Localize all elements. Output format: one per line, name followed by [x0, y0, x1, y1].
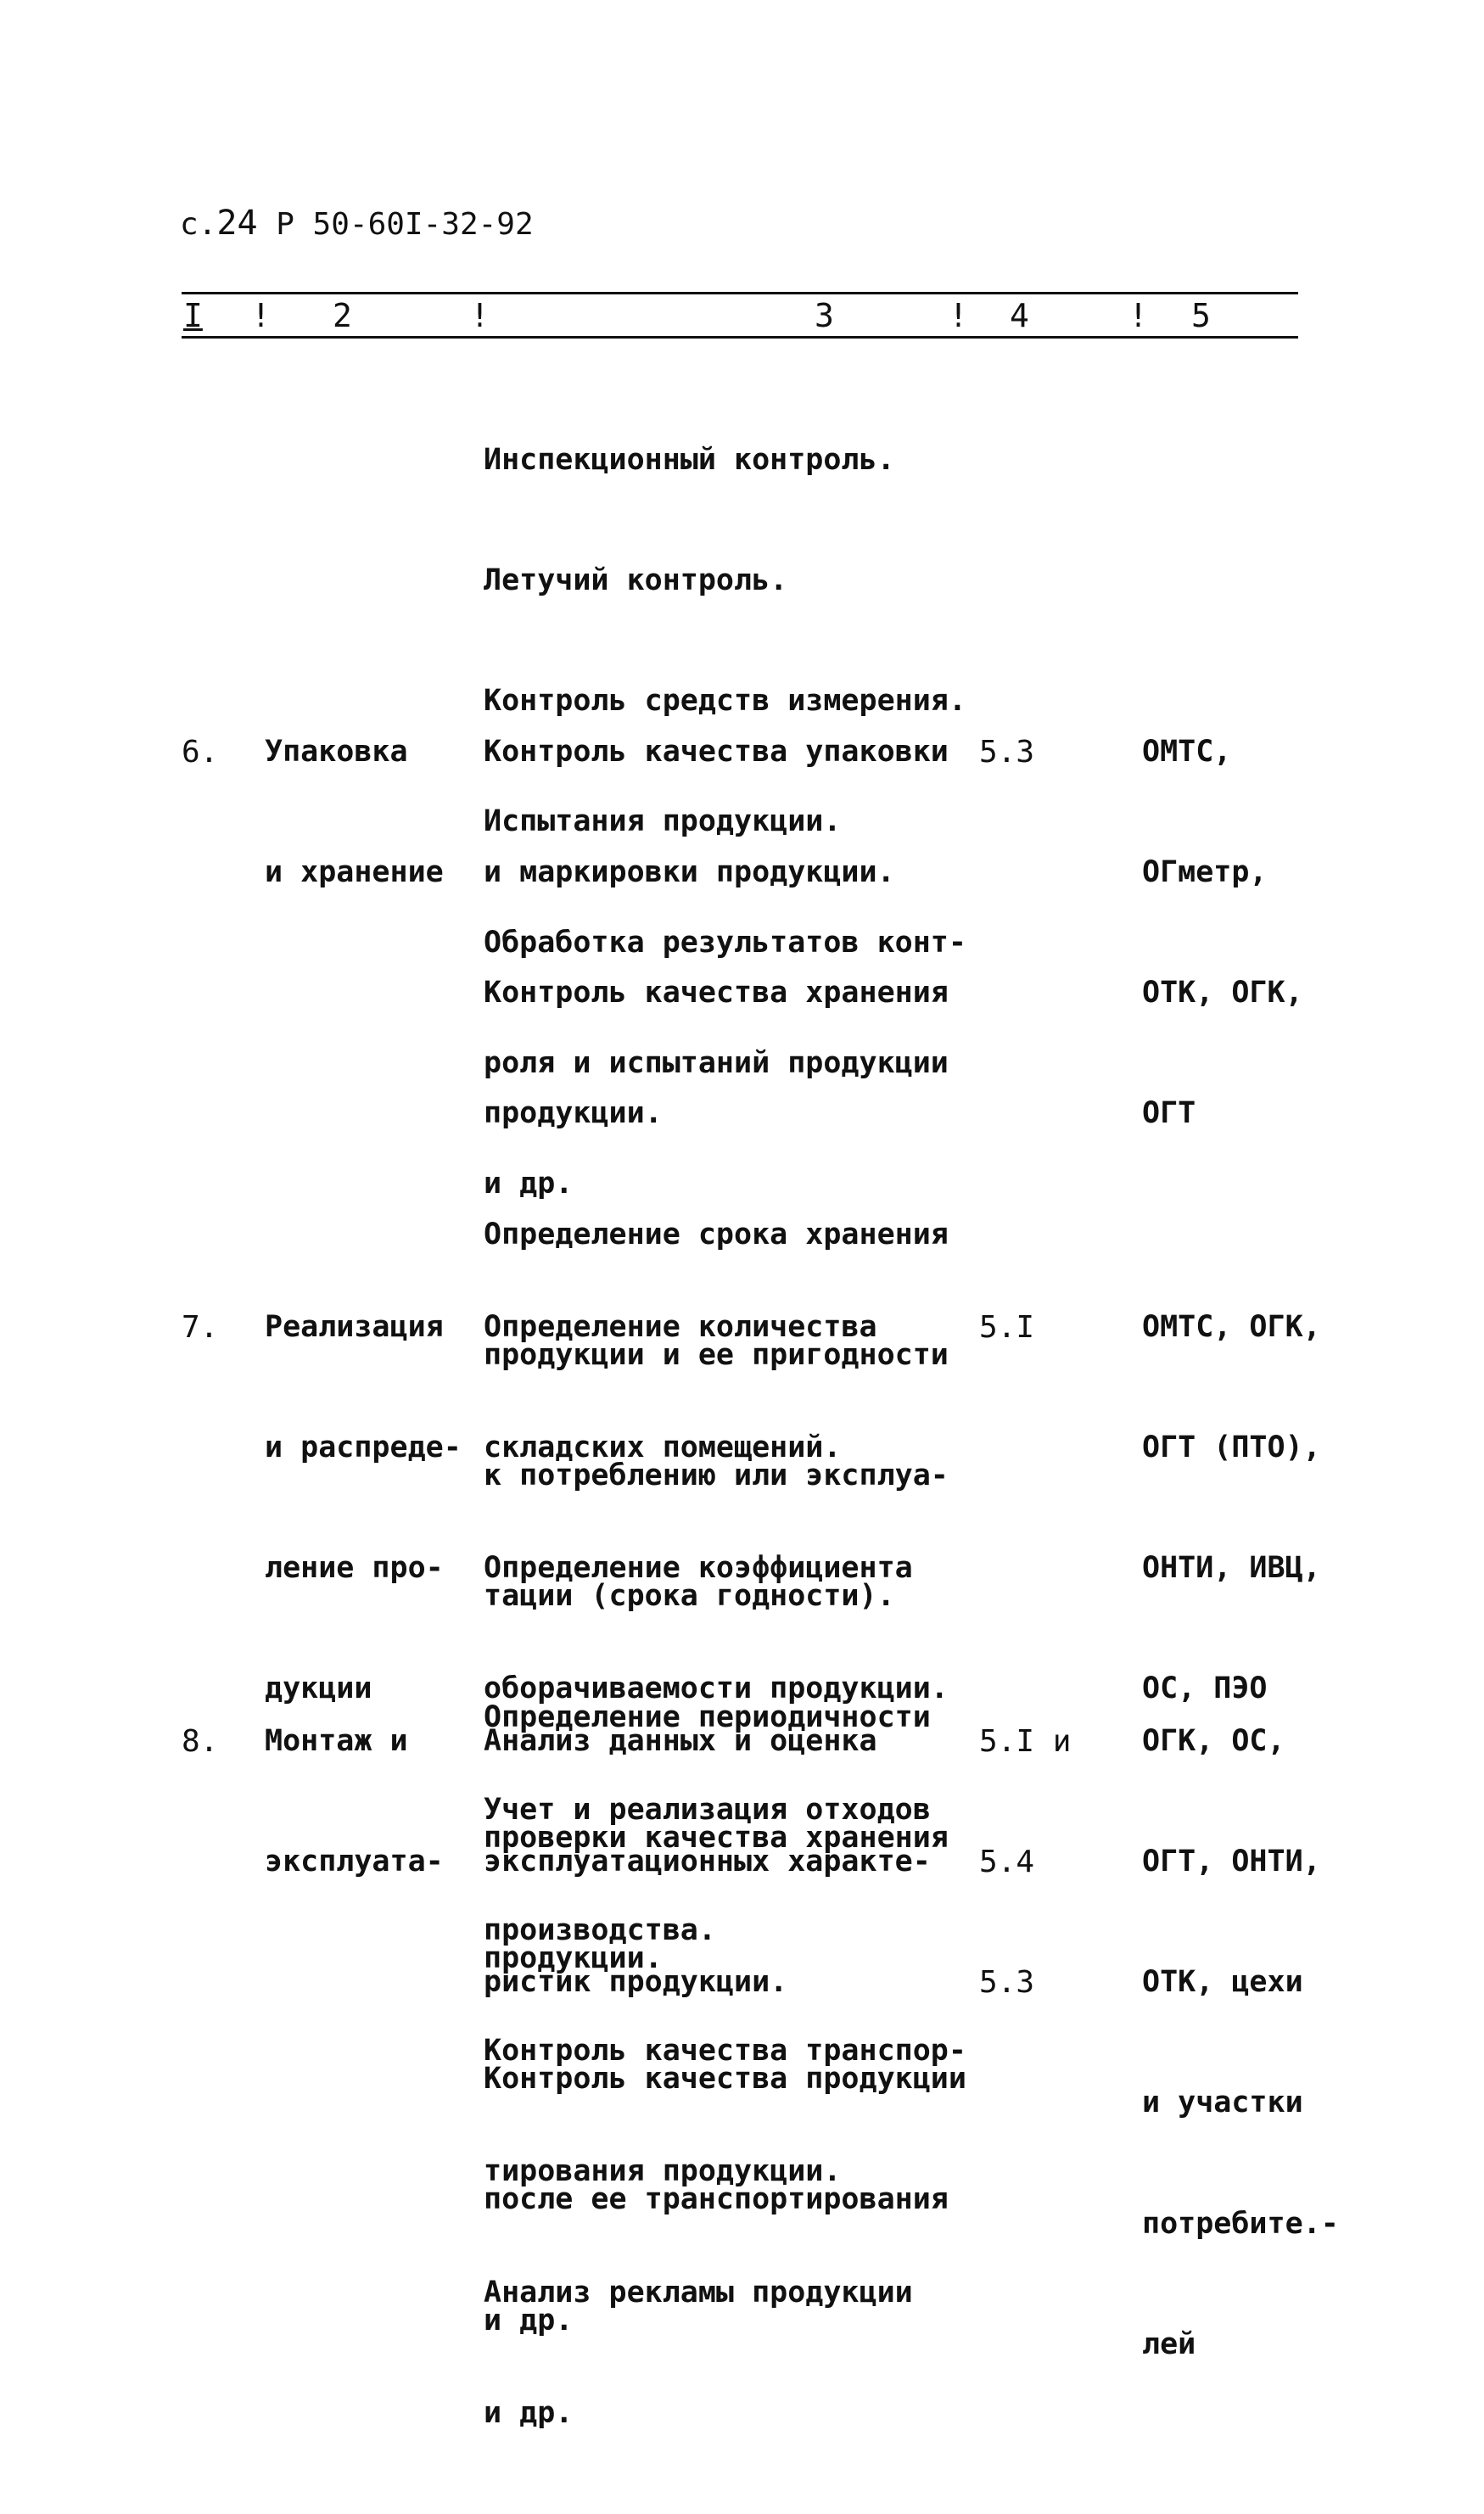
page-number: 24	[216, 204, 258, 243]
text-line: продукции и ее пригодности	[484, 1337, 949, 1372]
table-header-rule	[182, 336, 1298, 339]
text-line: эксплуата-	[265, 1845, 444, 1879]
text-line: Упаковка	[265, 734, 408, 769]
content-cell	[484, 1641, 931, 2083]
text-line: тации (срока годности).	[484, 1579, 895, 1614]
text-line: лей	[1142, 2326, 1196, 2361]
text-line: Летучий контроль.	[484, 563, 788, 598]
text-line: тирования продукции.	[484, 2154, 842, 2189]
text-line: ристик продукции.	[484, 1965, 788, 2000]
text-line: Контроль качества транспор-	[484, 2034, 966, 2069]
text-line: складских помещений.	[484, 1431, 842, 1465]
text-line: производства.	[484, 1912, 716, 1947]
row-number-text: 7.	[182, 1309, 219, 1345]
text-line: дукции	[265, 1671, 372, 1706]
section-cell	[979, 652, 1053, 853]
text-line: 5.I и	[979, 1723, 1072, 1759]
row-number	[182, 652, 255, 853]
text-line: ОМТС,	[1142, 734, 1232, 769]
text-line: Инспекционный контроль.	[484, 442, 895, 477]
text-line: ОГК, ОС,	[1142, 1723, 1285, 1758]
text-line: 5.3	[979, 734, 1035, 770]
page-header	[180, 204, 534, 243]
column-header-4: 4	[1010, 297, 1029, 334]
responsible-cell	[1142, 652, 1303, 1215]
text-line: и др.	[484, 2303, 574, 2338]
text-line: Обработка результатов конт-	[484, 925, 966, 960]
text-line: 5.3	[979, 1965, 1035, 2001]
text-line: Определение срока хранения	[484, 1217, 949, 1251]
text-line: продукции.	[484, 1941, 663, 1975]
text-line: Определение коэффициента	[484, 1551, 913, 1586]
text-line: и распреде-	[265, 1431, 462, 1465]
row-number-text: 6.	[182, 734, 219, 770]
text-line: после ее транспортирования	[484, 2182, 949, 2217]
text-line: Контроль качества хранения	[484, 976, 949, 1011]
text-line: и др.	[484, 2395, 574, 2430]
text-line: Испытания продукции.	[484, 804, 842, 839]
text-line: Определение периодичности	[484, 1699, 931, 1734]
column-header-2: 2	[333, 297, 352, 334]
text-line: ОТК, ОГК,	[1142, 976, 1303, 1011]
text-line: роля и испытаний продукции	[484, 1045, 949, 1080]
stage-cell	[265, 652, 444, 973]
column-separator: !	[251, 297, 271, 334]
text-line: оборачиваемости продукции.	[484, 1671, 949, 1706]
text-line: потребите.-	[1142, 2206, 1339, 2241]
text-line: 5.4	[979, 1845, 1035, 1880]
text-line: Определение количества	[484, 1309, 877, 1344]
text-line: ОНТИ, ИВЦ,	[1142, 1551, 1321, 1586]
responsible-cell	[1142, 1641, 1339, 2445]
text-line: Монтаж и	[265, 1723, 408, 1758]
text-line: 5.I	[979, 1309, 1035, 1345]
table-top-rule	[182, 292, 1298, 294]
text-line: ОГТ, ОНТИ,	[1142, 1845, 1321, 1879]
text-line: и маркировки продукции.	[484, 855, 895, 890]
text-line: и участки	[1142, 2086, 1303, 2120]
text-line: к потреблению или эксплуа-	[484, 1459, 949, 1493]
text-line: Анализ данных и оценка	[484, 1723, 877, 1758]
text-line: ОМТС, ОГК,	[1142, 1309, 1321, 1344]
section-cell	[979, 1641, 1071, 2083]
text-line: ОГметр,	[1142, 855, 1268, 890]
text-line: ОТК, цехи	[1142, 1965, 1303, 2000]
column-separator: !	[470, 297, 490, 334]
text-line: ление про-	[265, 1551, 444, 1586]
text-line: Учет и реализация отходов	[484, 1792, 931, 1827]
text-line: ОГТ	[1142, 1096, 1196, 1131]
row-number	[182, 1227, 255, 1428]
text-line: ОС, ПЭО	[1142, 1671, 1268, 1706]
column-header-3: 3	[815, 297, 834, 334]
column-separator: !	[949, 297, 968, 334]
text-line: Контроль качества продукции	[484, 2062, 966, 2097]
text-line: Контроль средств измерения.	[484, 684, 966, 719]
text-line: и хранение	[265, 855, 444, 890]
row-number-text: 8.	[182, 1723, 219, 1759]
row-number	[182, 1641, 255, 1842]
text-line: Анализ рекламы продукции	[484, 2275, 913, 2310]
text-line: Реализация	[265, 1309, 444, 1344]
text-line: ОГТ (ПТО),	[1142, 1431, 1321, 1465]
page-prefix: с.	[180, 207, 217, 242]
text-line: эксплуатационных характе-	[484, 1845, 931, 1879]
column-separator: !	[1128, 297, 1148, 334]
text-line: проверки качества хранения	[484, 1820, 949, 1855]
column-header-1: I	[183, 297, 203, 334]
section-cell	[979, 1227, 1053, 1428]
document-code: Р 50-60I-32-92	[257, 207, 534, 242]
text-line: Контроль качества упаковки	[484, 734, 949, 769]
text-line: и др.	[484, 1167, 574, 1201]
column-header-5: 5	[1191, 297, 1211, 334]
stage-cell	[265, 1641, 444, 1962]
text-line: продукции.	[484, 1096, 663, 1131]
